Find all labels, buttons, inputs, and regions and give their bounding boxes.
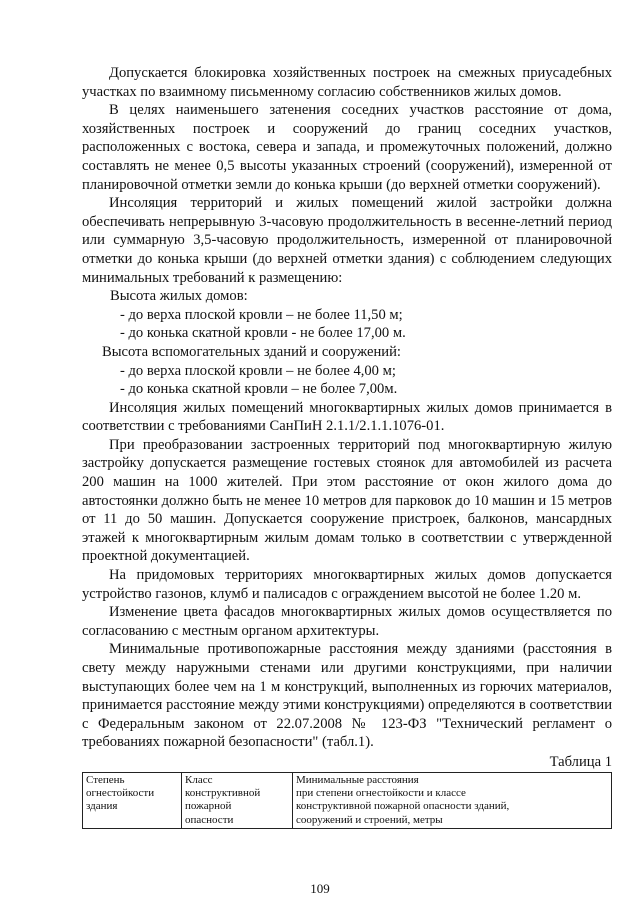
page-number: 109: [310, 881, 330, 896]
paragraph-facades: Изменение цвета фасадов многоквартирных жилых домов осуществляется по согласованию с местным органом архитектуры.: [82, 604, 612, 639]
paragraph-parking: При преобразовании застроенных территорий под многоквартирную жилую застройку допускается размещение гостевых стоянок для автомобилей из расчета 200 машин на 1000 жителей. При этом расстояние от окон жилого дома до автостоянки должно быть не менее 10 метров для парковок до 10 машин и 15 метров от 11 до 50 машин. Допускается сооружение пристроек, балконов, мансардных этажей к многоквартирным жилым домам только в соответствии с утвержденной проектной документацией.: [82, 436, 612, 565]
height-requirements: [82, 287, 612, 399]
residential-height-label: Высота жилых домов:: [110, 288, 248, 305]
paragraph-insolation: Инсоляция территорий и жилых помещений жилой застройки должна обеспечивать непрерывную 3-часовую продолжительность в весенне-летний период или суммарную 3,5-часовую продолжительность, измеренной от планировочной отметки до конька крыши (до верхней отметки здания) с соблюдением следующих минимальных требований к размещению:: [82, 195, 612, 286]
residential-flat-roof: - до верха плоской кровли – не более 11,50 м;: [120, 306, 403, 323]
paragraph-blocking: Допускается блокировка хозяйственных построек на смежных приусадебных участках по взаимному письменному согласию собственников жилых домов.: [82, 65, 612, 100]
fire-distance-table: [82, 772, 612, 829]
auxiliary-height-label: Высота вспомогательных зданий и сооружений:: [102, 343, 401, 360]
auxiliary-flat-roof: - до верха плоской кровли – не более 4,00 м;: [120, 362, 396, 379]
document-page: [82, 64, 612, 829]
header-fire-resistance: Степень огнестойкости здания: [83, 772, 182, 828]
header-hazard-class: Класс конструктивной пожарной опасности: [182, 772, 293, 828]
table-header-row: [83, 772, 612, 828]
paragraph-yards: На придомовых территориях многоквартирных жилых домов допускается устройство газонов, клумб и палисадов с ограждением высотой не более 1.20 м.: [82, 567, 612, 602]
residential-ridge-roof: - до конька скатной кровли - не более 17,00 м.: [120, 325, 406, 342]
auxiliary-ridge-roof: - до конька скатной кровли – не более 7,00м.: [120, 381, 398, 398]
paragraph-shading: В целях наименьшего затенения соседних участков расстояние от дома, хозяйственных построек и сооружений до границ соседних участков, расположенных с востока, севера и запада, и промежуточных положений, должно составлять не менее 0,5 высоты указанных строений (сооружений), измеренной от планировочной отметки земли до конька крыши (до верхней отметки сооружений).: [82, 102, 612, 193]
header-min-distances: Минимальные расстояния при степени огнестойкости и классе конструктивной пожарной опасности зданий, сооружений и строений, метры: [293, 772, 612, 828]
paragraph-fire-distances: Минимальные противопожарные расстояния между зданиями (расстояния в свету между наружными стенами или другими конструкциями, при наличии выступающих более чем на 1 м конструкций, выполненных из горючих материалов, принимается расстояние между этими конструкциями) определяются в соответствии с Федеральным законом от 22.07.2008 № 123-ФЗ "Технический регламент о требованиях пожарной безопасности" (табл.1).: [82, 641, 612, 751]
paragraph-sanpin: Инсоляция жилых помещений многоквартирных жилых домов принимается в соответствии с требованиями СанПиН 2.1.1/2.1.1.1076-01.: [82, 399, 612, 435]
table-caption: Таблица 1: [549, 753, 612, 770]
